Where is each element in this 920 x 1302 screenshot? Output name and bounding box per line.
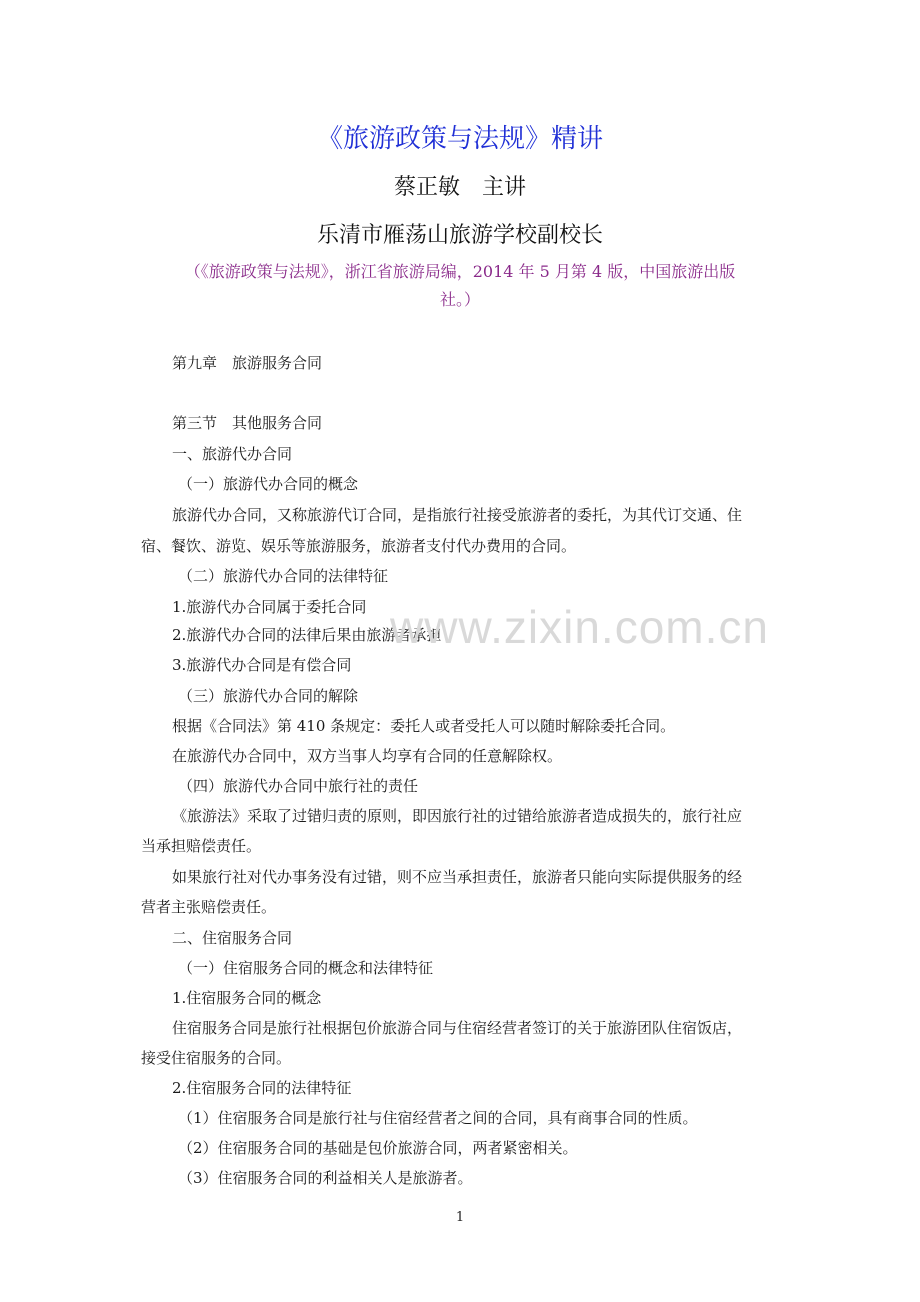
reference-line-1: （《旅游政策与法规》，浙江省旅游局编，2014 年 5 月第 4 版，中国旅游出版: [184, 262, 736, 281]
subsection-1: 1.住宿服务合同的概念: [172, 989, 322, 1007]
feature-1: 1.旅游代办合同属于委托合同: [172, 598, 367, 616]
chapter-heading: 第九章 旅游服务合同: [172, 354, 323, 372]
clause-3: （3）住宿服务合同的利益相关人是旅游者。: [178, 1169, 473, 1187]
paragraph-6-line-1: 住宿服务合同是旅行社根据包价旅游合同与住宿经营者签订的关于旅游团队住宿饭店，: [172, 1019, 743, 1037]
paragraph-3: 在旅游代办合同中，双方当事人均享有合同的任意解除权。: [172, 747, 563, 765]
subheading-1-1: （一）旅游代办合同的概念: [178, 475, 359, 493]
author-line: 蔡正敏 主讲: [393, 175, 526, 200]
paragraph-4-line-2: 当承担赔偿责任。: [141, 837, 262, 855]
heading-2: 二、住宿服务合同: [172, 929, 293, 947]
subsection-2: 2.住宿服务合同的法律特征: [172, 1079, 352, 1097]
document-title: 《旅游政策与法规》精讲: [316, 124, 603, 154]
reference-note: [150, 258, 770, 314]
subheading-2-1: （一）住宿服务合同的概念和法律特征: [178, 959, 434, 977]
subheading-1-4: （四）旅游代办合同中旅行社的责任: [178, 777, 419, 795]
section-heading: 第三节 其他服务合同: [172, 414, 323, 432]
watermark: www.zixin.com.cn: [390, 601, 769, 653]
paragraph-5-line-1: 如果旅行社对代办事务没有过错，则不应当承担责任，旅游者只能向实际提供服务的经: [172, 868, 743, 886]
clause-2: （2）住宿服务合同的基础是包价旅游合同，两者紧密相关。: [178, 1139, 578, 1157]
paragraph-5-line-2: 营者主张赔偿责任。: [141, 898, 277, 916]
paragraph-6-line-2: 接受住宿服务的合同。: [141, 1049, 292, 1067]
feature-2: 2.旅游代办合同的法律后果由旅游者承担: [172, 626, 442, 644]
heading-1: 一、旅游代办合同: [172, 445, 293, 463]
paragraph-4-line-1: 《旅游法》采取了过错归责的原则，即因旅行社的过错给旅游者造成损失的，旅行社应: [172, 807, 743, 825]
subheading-1-3: （三）旅游代办合同的解除: [178, 687, 359, 705]
feature-3: 3.旅游代办合同是有偿合同: [172, 656, 352, 674]
clause-1: （1）住宿服务合同是旅行社与住宿经营者之间的合同，具有商事合同的性质。: [178, 1109, 698, 1127]
paragraph-1-line-1: 旅游代办合同，又称旅游代订合同，是指旅行社接受旅游者的委托，为其代订交通、住: [172, 506, 743, 524]
subheading-1-2: （二）旅游代办合同的法律特征: [178, 567, 389, 585]
paragraph-2: 根据《合同法》第 410 条规定：委托人或者受托人可以随时解除委托合同。: [172, 717, 676, 735]
page-number: 1: [455, 1210, 465, 1225]
paragraph-1-line-2: 宿、餐饮、游览、娱乐等旅游服务，旅游者支付代办费用的合同。: [141, 537, 577, 555]
school-line: 乐清市雁荡山旅游学校副校长: [316, 223, 603, 248]
reference-line-2: 社。）: [439, 290, 480, 309]
